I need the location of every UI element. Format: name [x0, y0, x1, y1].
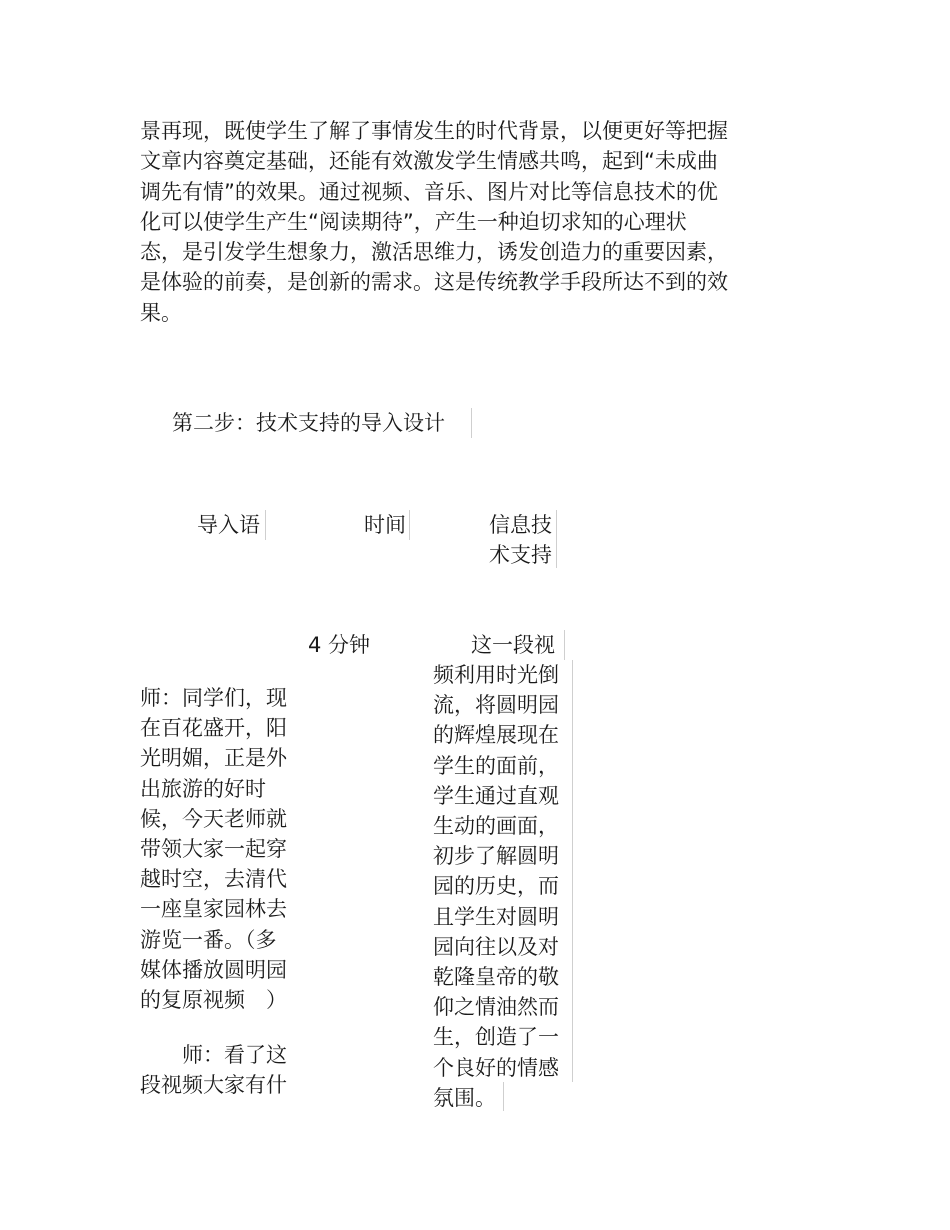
tech-line: 且学生对圆明: [433, 904, 559, 929]
tech-support-text: [433, 660, 559, 1083]
paragraph-line: 文章内容奠定基础，还能有效激发学生情感共鸣，起到“未成曲: [140, 149, 718, 174]
intro-line: 在百花盛开，阳: [140, 716, 287, 741]
tech-last-line: 氛围。: [433, 1086, 496, 1110]
tech-line: 园的历史，而: [433, 874, 559, 899]
intro-line: 师：同学们，现: [140, 686, 287, 710]
tech-line: 初步了解圆明: [433, 844, 559, 869]
paragraph-line: 态，是引发学生想象力，激活思维力，诱发创造力的重要因素，: [140, 240, 728, 265]
tech-line: 学生的面前，: [433, 753, 559, 778]
intro-line: 游览一番。（多: [140, 927, 277, 952]
header-tech-rule: [556, 510, 557, 568]
intro-line: 光明媚，正是外: [140, 746, 287, 771]
header-tech-line2: 术支持: [489, 543, 552, 567]
intro-line: 出旅游的好时: [140, 776, 266, 801]
tech-last-rule: [503, 1082, 504, 1111]
row-time: 4 分钟: [308, 633, 371, 657]
paragraph-line: 调先有情”的效果。通过视频、音乐、图片对比等信息技术的优: [140, 179, 718, 204]
tech-line: 个良好的情感: [433, 1055, 559, 1080]
tech-line: 生动的画面，: [433, 814, 559, 839]
intro-line: 候，今天老师就: [140, 806, 287, 831]
paragraph-line: 果。: [140, 300, 182, 325]
intro-line: 段视频大家有什: [140, 1073, 287, 1098]
tech-line: 频利用时光倒: [433, 663, 559, 687]
paragraph-line: 化可以使学生产生“阅读期待”，产生一种迫切求知的心理状: [140, 209, 687, 234]
header-time: 时间: [364, 513, 406, 537]
header-intro: 导入语: [197, 513, 260, 537]
step-heading: 第二步：技术支持的导入设计: [172, 411, 445, 435]
intro-line: 媒体播放圆明园: [140, 957, 287, 982]
tech-line: 仰之情油然而: [433, 995, 559, 1020]
tech-first-line: 这一段视: [471, 633, 555, 657]
tech-first-rule: [564, 630, 565, 660]
header-intro-rule: [265, 510, 266, 540]
tech-column-rule: [572, 660, 573, 1082]
step-heading-rule: [471, 408, 472, 438]
tech-line: 园向往以及对: [433, 934, 559, 959]
header-time-rule: [409, 510, 410, 540]
header-tech-line1: 信息技: [489, 513, 552, 537]
intro-line: 的复原视频 ）: [140, 988, 287, 1013]
tech-line: 乾隆皇帝的敬: [433, 965, 559, 990]
paragraph-line: 是体验的前奏，是创新的需求。这是传统教学手段所达不到的效: [140, 270, 728, 295]
intro-line: 师：看了这: [140, 1043, 287, 1067]
tech-line: 流，将圆明园: [433, 693, 559, 718]
intro-speech-text: [140, 683, 287, 1015]
paragraph-line: 景再现，既使学生了解了事情发生的时代背景，以便更好等把握: [140, 119, 728, 143]
intro-line: 带领大家一起穿: [140, 837, 287, 862]
intro-line: 越时空，去清代: [140, 867, 287, 892]
tech-line: 生，创造了一: [433, 1025, 559, 1050]
intro-paragraph: [140, 116, 740, 328]
tech-line: 学生通过直观: [433, 783, 559, 808]
intro-speech-text-2: [140, 1040, 287, 1100]
intro-line: 一座皇家园林去: [140, 897, 287, 922]
tech-line: 的辉煌展现在: [433, 723, 559, 748]
